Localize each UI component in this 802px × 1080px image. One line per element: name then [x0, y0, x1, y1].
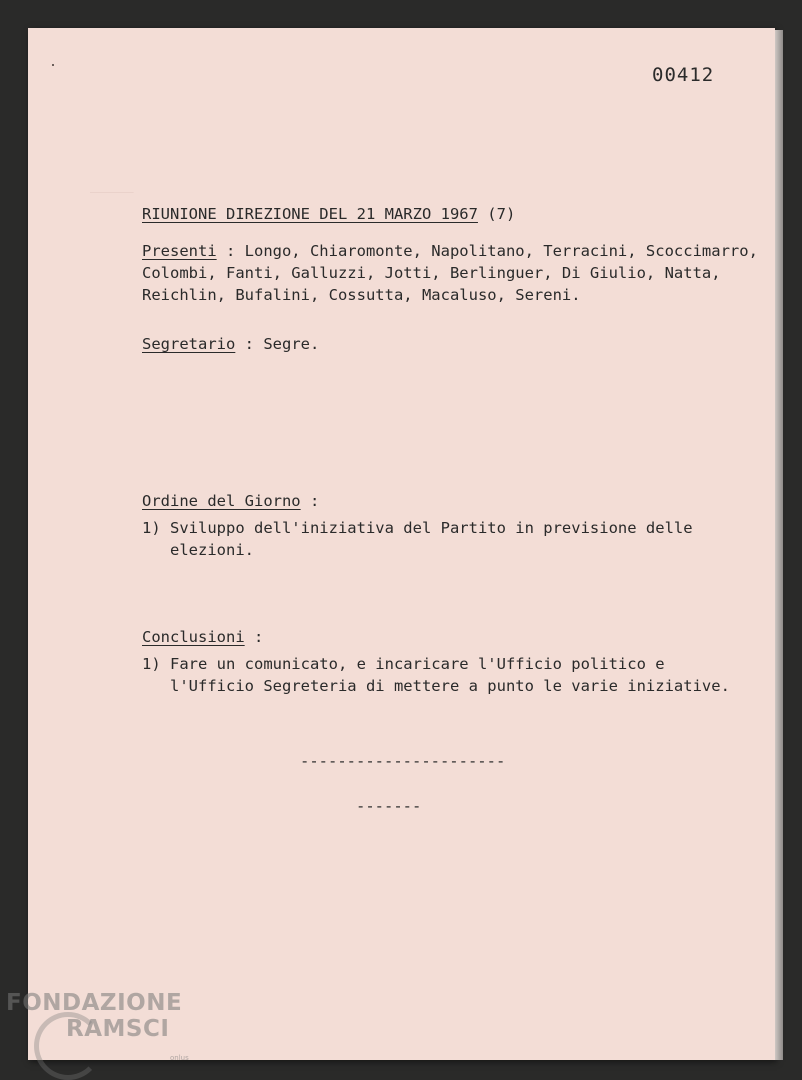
conclusioni-item-continuation: l'Ufficio Segreteria di mettere a punto le varie iniziative.: [170, 677, 730, 695]
watermark-line-2: RAMSCI: [66, 1016, 170, 1042]
ordine-colon: :: [300, 492, 320, 510]
presenti-line: Colombi, Fanti, Galluzzi, Jotti, Berlinguer, Di Giulio, Natta,: [142, 264, 721, 282]
separator-long: ----------------------: [300, 752, 506, 770]
conclusioni-heading: [142, 626, 263, 648]
ordine-label: Ordine del Giorno: [142, 492, 301, 510]
title-text: RIUNIONE DIREZIONE DEL 21 MARZO 1967: [142, 205, 478, 223]
conclusioni-colon: :: [244, 628, 264, 646]
segretario-line: [142, 333, 319, 355]
separator-short: -------: [356, 797, 422, 815]
show-through-text: [300, 178, 614, 197]
ordine-item-continuation: elezioni.: [170, 541, 254, 559]
conclusioni-label: Conclusioni: [142, 628, 245, 646]
segretario-label: Segretario: [142, 335, 236, 353]
segretario-value: : Segre.: [235, 335, 320, 353]
ordine-item: 1) Sviluppo dell'iniziativa del Partito in previsione delle: [142, 519, 693, 537]
watermark-logo: [6, 990, 182, 1042]
ordine-heading: [142, 490, 319, 512]
paper-speck: [52, 64, 54, 66]
document-number: 00412: [652, 64, 715, 86]
presenti-line: [142, 240, 758, 262]
watermark-sub: onlus: [170, 1054, 189, 1062]
watermark-line-1: FONDAZIONE: [6, 990, 183, 1016]
presenti-names: : Longo, Chiaromonte, Napolitano, Terracini, Scoccimarro,: [216, 242, 758, 260]
page-edge: [775, 30, 783, 1060]
presenti-line: Reichlin, Bufalini, Cossutta, Macaluso, Sereni.: [142, 286, 581, 304]
show-through-text: [90, 178, 134, 197]
title-suffix: (7): [477, 205, 516, 223]
presenti-label: Presenti: [142, 242, 217, 260]
conclusioni-item: 1) Fare un comunicato, e incaricare l'Ufficio politico e: [142, 655, 665, 673]
document-title: [142, 203, 515, 225]
